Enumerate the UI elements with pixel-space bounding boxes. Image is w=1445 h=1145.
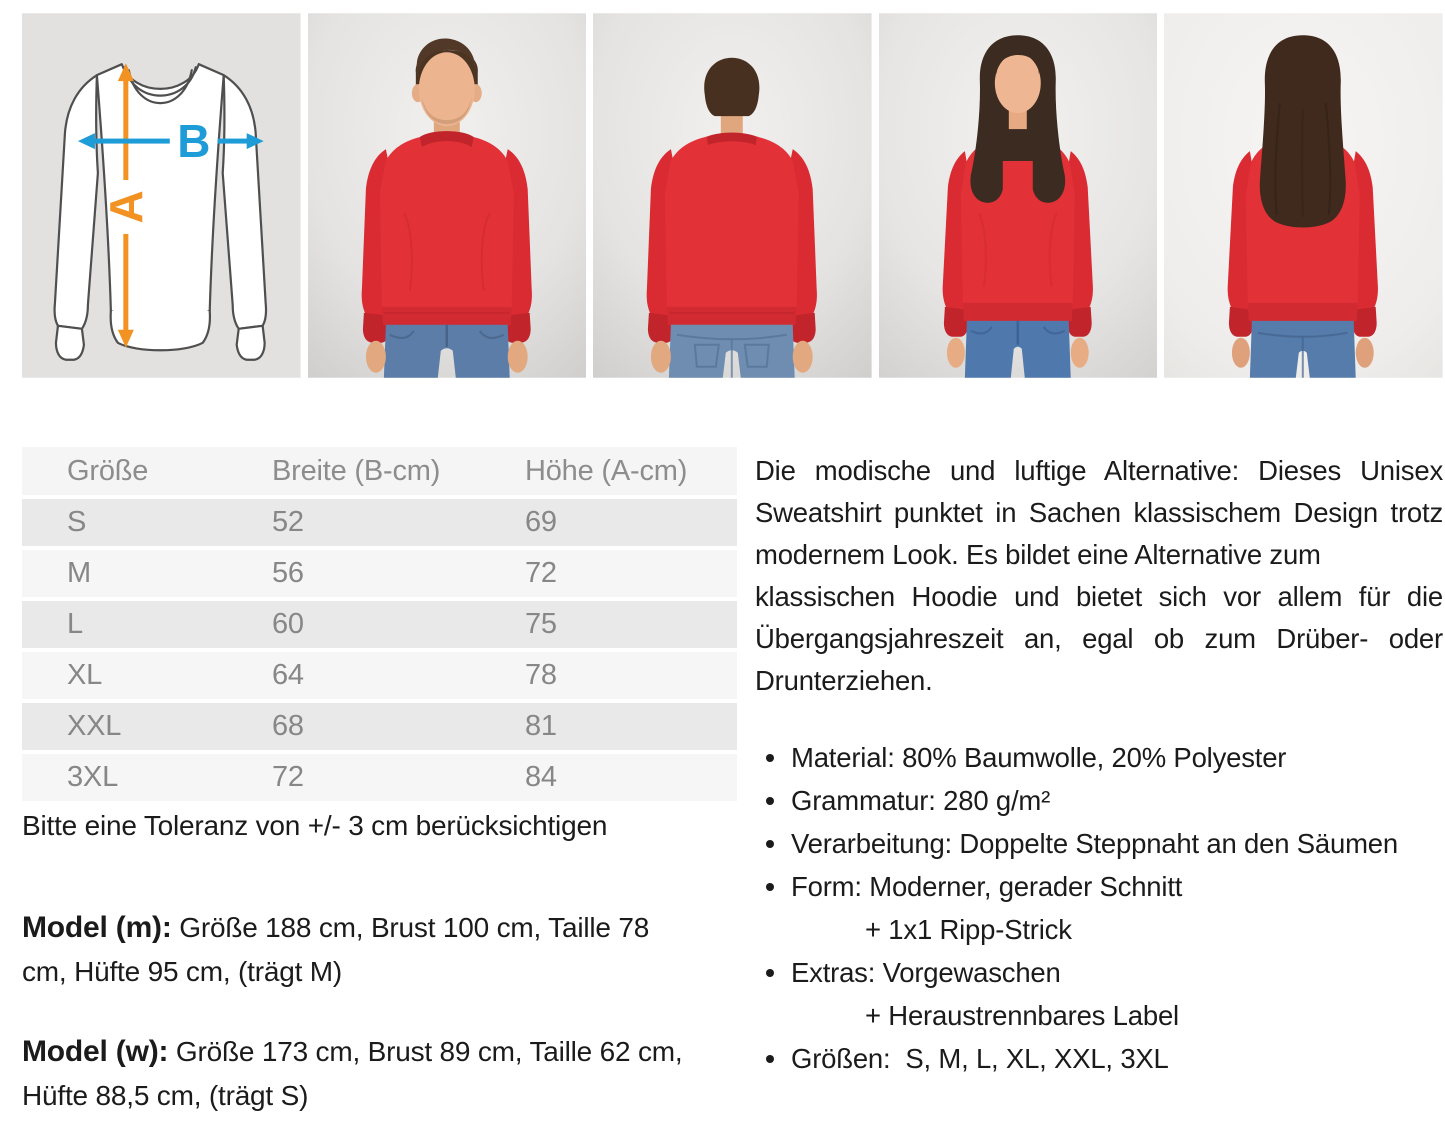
feature-item — [755, 779, 1443, 822]
table-cell: 3XL — [67, 761, 118, 793]
table-cell: XXL — [67, 710, 122, 742]
description-line: Sweatshirt punktet in Sachen klassischem Design trotz — [755, 497, 1443, 528]
feature-text: Grammatur: 280 g/m² — [791, 785, 1051, 816]
feature-sub-text: + Heraustrennbares Label — [865, 1000, 1179, 1031]
size-diagram — [22, 13, 301, 378]
description-line: modernem Look. Es bildet eine Alternative zum — [755, 539, 1321, 570]
table-cell: 64 — [272, 659, 304, 691]
table-cell: 78 — [525, 659, 557, 691]
table-row — [22, 499, 737, 546]
table-cell: XL — [67, 659, 103, 691]
table-row — [22, 754, 737, 801]
feature-item — [755, 1037, 1443, 1080]
size-diagram-panel — [22, 13, 301, 378]
model-male-label: Model (m): — [22, 911, 172, 944]
table-cell: 72 — [272, 761, 304, 793]
feature-text: Material: 80% Baumwolle, 20% Polyester — [791, 742, 1287, 773]
man-back-photo — [593, 13, 872, 378]
feature-text: Extras: Vorgewaschen — [791, 957, 1061, 988]
man-front-photo — [308, 13, 587, 378]
photo-man-back — [593, 13, 872, 378]
description — [755, 450, 1443, 702]
image-gallery — [22, 13, 1443, 378]
feature-item — [755, 951, 1443, 1037]
tolerance-note: Bitte eine Toleranz von +/- 3 cm berücksichtigen — [22, 810, 608, 841]
table-cell: L — [67, 608, 83, 640]
woman-front-photo — [879, 13, 1158, 378]
model-female-text: Größe 173 cm, Brust 89 cm, Taille 62 cm, Hüfte 88,5 cm, (trägt S) — [22, 1036, 683, 1111]
table-cell: 69 — [525, 506, 557, 538]
feature-item — [755, 865, 1443, 951]
table-cell: 68 — [272, 710, 304, 742]
woman-back-photo — [1164, 13, 1443, 378]
table-cell: M — [67, 557, 91, 589]
width-label-b: B — [177, 115, 211, 168]
model-info-female — [22, 1030, 700, 1118]
photo-man-front — [308, 13, 587, 378]
table-cell: Breite (B-cm) — [272, 454, 441, 487]
table-row — [22, 601, 737, 648]
photo-woman-front — [879, 13, 1158, 378]
table-cell: 72 — [525, 557, 557, 589]
table-cell: Größe — [67, 454, 149, 487]
description-line: Übergangsjahreszeit an, egal ob zum Drüber- oder — [755, 623, 1443, 654]
description-line: Drunterziehen. — [755, 665, 933, 696]
table-cell: 84 — [525, 761, 557, 793]
table-cell: S — [67, 506, 87, 538]
feature-text: Form: Moderner, gerader Schnitt — [791, 871, 1183, 902]
feature-item — [755, 736, 1443, 779]
size-table — [22, 447, 737, 805]
sweatshirt-outline-icon — [55, 64, 266, 360]
description-line: klassischen Hoodie und bietet sich vor allem für die — [755, 581, 1443, 612]
height-label-a: A — [99, 190, 152, 224]
description-line: Die modische und luftige Alternative: Dieses Unisex — [755, 455, 1443, 486]
feature-item — [755, 822, 1443, 865]
photo-woman-back — [1164, 13, 1443, 378]
table-cell: 75 — [525, 608, 557, 640]
table-cell: 56 — [272, 557, 304, 589]
table-row — [22, 652, 737, 699]
table-cell: 60 — [272, 608, 304, 640]
table-row — [22, 550, 737, 597]
table-row — [22, 703, 737, 750]
table-cell: 52 — [272, 506, 304, 538]
table-cell: Höhe (A-cm) — [525, 454, 688, 487]
table-cell: 81 — [525, 710, 557, 742]
table-header-row — [22, 447, 737, 495]
feature-text: Größen: S, M, L, XL, XXL, 3XL — [791, 1043, 1169, 1074]
feature-list — [755, 736, 1443, 1080]
feature-sub-text: + 1x1 Ripp-Strick — [865, 914, 1072, 945]
feature-text: Verarbeitung: Doppelte Steppnaht an den Säumen — [791, 828, 1398, 859]
model-female-label: Model (w): — [22, 1035, 169, 1068]
model-male-text: Größe 188 cm, Brust 100 cm, Taille 78 cm, Hüfte 95 cm, (trägt M) — [22, 912, 650, 987]
model-info-male — [22, 906, 700, 994]
product-info-column — [755, 450, 1443, 1080]
